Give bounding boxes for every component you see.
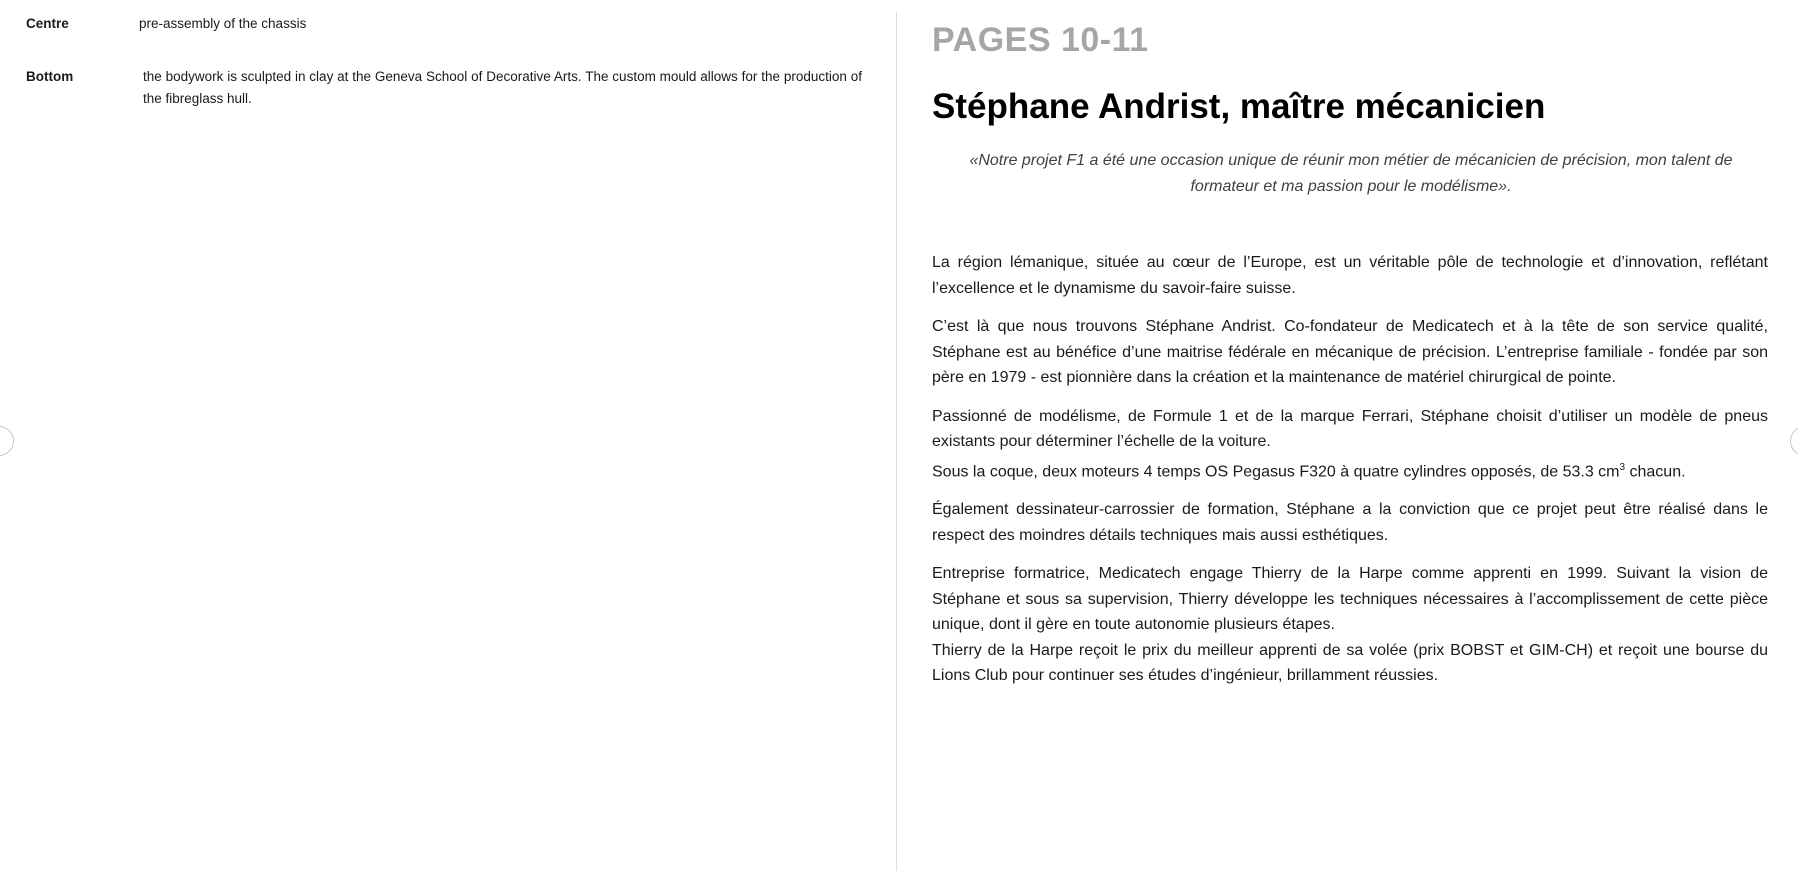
- caption-row-centre: [26, 13, 862, 35]
- left-page: [0, 0, 896, 871]
- article-body: [932, 250, 1768, 702]
- paragraph: La région lémanique, située au cœur de l’Europe, est un véritable pôle de technologie et d’innovation, reflétant l’excellence et le dynamisme du savoir-faire suisse.: [932, 254, 1768, 297]
- caption-text: the bodywork is sculpted in clay at the Geneva School of Decorative Arts. The custom mould allows for the production of the fibreglass hull.: [143, 69, 862, 106]
- paragraph-line: [932, 455, 1768, 485]
- paragraph: [932, 561, 1768, 689]
- caption-text: pre-assembly of the chassis: [139, 16, 307, 31]
- paragraph: [932, 404, 1768, 485]
- caption-label: Bottom: [26, 69, 74, 84]
- article-title: Stéphane Andrist, maître mécanicien: [932, 87, 1546, 126]
- superscript: 3: [1619, 461, 1626, 473]
- paragraph: C’est là que nous trouvons Stéphane Andrist. Co-fondateur de Medicatech et à la tête de son service qualité, Stéphane est au bénéfice d’une maitrise fédérale en mécanique de précision. L’entreprise familiale - fondée par son père en 1979 - est pionnière dans la création et la maintenance de matériel chirurgical de pointe.: [932, 318, 1768, 386]
- pull-quote: «Notre projet F1 a été une occasion unique de réunir mon métier de mécanicien de précision, mon talent de formateur et ma passion pour le modélisme».: [969, 152, 1733, 195]
- paragraph-line: Entreprise formatrice, Medicatech engage Thierry de la Harpe comme apprenti en 1999. Suivant la vision de Stéphane et sous sa supervision, Thierry développe les techniques nécessaires à l’accomplissement de cette pièce unique, dont il gère en toute autonomie plusieurs étapes.: [932, 565, 1768, 634]
- pages-heading: PAGES 10-11: [932, 21, 1149, 59]
- caption-label: Centre: [26, 16, 69, 31]
- paragraph-line: Thierry de la Harpe reçoit le prix du meilleur apprenti de sa volée (prix BOBST et GIM-CH) et reçoit une bourse du Lions Club pour continuer ses études d’ingénieur, brillamment réussies.: [932, 641, 1768, 685]
- paragraph-line: Passionné de modélisme, de Formule 1 et de la marque Ferrari, Stéphane choisit d’utiliser un modèle de pneus existants pour déterminer l’échelle de la voiture.: [932, 407, 1768, 450]
- line-text: chacun.: [1625, 462, 1686, 480]
- line-text: Sous la coque, deux moteurs 4 temps OS Pegasus F320 à quatre cylindres opposés, de 53.3 cm: [932, 462, 1620, 480]
- right-page: [897, 0, 1798, 871]
- paragraph: Également dessinateur-carrossier de formation, Stéphane a la conviction que ce projet peut être réalisé dans le respect des moindres détails techniques mais aussi esthétiques.: [932, 501, 1768, 544]
- caption-row-bottom: [26, 66, 862, 110]
